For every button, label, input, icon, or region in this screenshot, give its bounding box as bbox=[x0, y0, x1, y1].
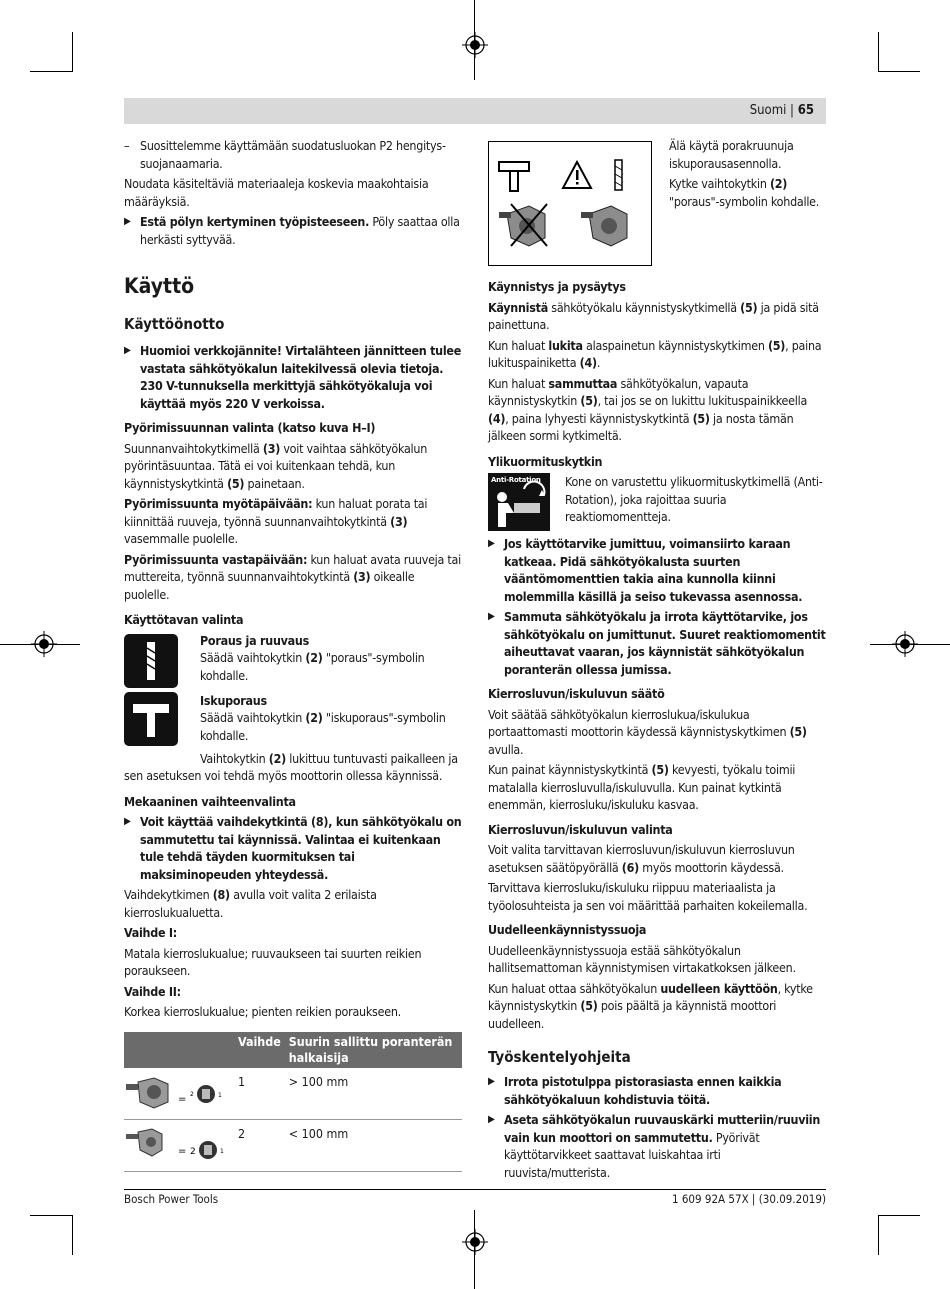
crop-mark bbox=[72, 32, 73, 72]
warning-item: ▶ Huomioi verkkojännite! Virtalähteen jännitteen tulee vastata sähkötyökalun laitekilvessä olevia tietoja. 230 V-tunnuksella merkittyjä sähkötyökaluja voi käyttää myös 220 V verkoissa. bbox=[124, 342, 462, 412]
svg-text:1: 1 bbox=[220, 1148, 224, 1155]
heading: Kierrosluvun/iskuluvun valinta bbox=[488, 821, 673, 837]
paragraph: Kytke vaihtokytkin (2) "poraus"-symbolin kohdalle. bbox=[669, 176, 820, 209]
heading: Pyörimissuunnan valinta (katso kuva H–I) bbox=[124, 420, 376, 435]
paragraph: Pyörimissuunta myötäpäivään: kun haluat porata tai kiinnittää ruuveja, työnnä suunnanvaihtokytkintä (3) vasemmalle puolelle. bbox=[124, 496, 428, 546]
registration-target-icon bbox=[462, 1229, 488, 1255]
crop-mark bbox=[30, 71, 72, 72]
crop-mark bbox=[72, 1215, 73, 1255]
heading: Ylikuormituskytkin bbox=[488, 453, 603, 469]
figure-caption bbox=[669, 137, 829, 213]
section-title: Käyttö bbox=[124, 274, 195, 298]
subsection-title: Käyttöönotto bbox=[124, 315, 225, 333]
warning-item: ▶ Jos käyttötarvike jumittuu, voimansiirto karaan katkeaa. Pidä sähkötyökalusta suurten vääntömomenttien takia aina kunnolla kiinni molemmilla käsillä ja seiso tukevassa asennossa. bbox=[488, 535, 826, 605]
heading: Käynnistys ja pysäytys bbox=[488, 279, 626, 294]
mode-hammer-block bbox=[124, 692, 462, 750]
heading: Uudelleenkäynnistyssuoja bbox=[488, 922, 647, 937]
paragraph: Matala kierroslukualue; ruuvaukseen tai suurten reikien poraukseen. bbox=[124, 945, 422, 978]
diameter-value: < 100 mm bbox=[285, 1120, 462, 1172]
crop-mark bbox=[878, 32, 879, 72]
svg-text:2: 2 bbox=[190, 1147, 196, 1157]
registration-target-icon bbox=[462, 32, 488, 58]
warning-item: ▶ Estä pölyn kertyminen työpisteeseen. Pöly saattaa olla herkästi syttyvää. bbox=[124, 213, 462, 248]
paragraph: Suunnanvaihtokytkimellä (3) voit vaihtaa sähkötyökalun pyörintäsuuntaa. Tätä ei voi kuitenkaan tehdä, kun käynnistyskytkintä (5) painetaan. bbox=[124, 440, 428, 491]
paragraph: Kone on varustettu ylikuormituskytkimellä (Anti-Rotation), joka rajoittaa suuria reaktiomomentteja. bbox=[565, 474, 823, 524]
header-language: Suomi bbox=[749, 103, 787, 118]
paragraph: Kun painat käynnistyskytkintä (5) kevyesti, työkalu toimii matalalla kierrosluvulla/iskuluvulla. Kun painat kytkintä enemmän, kierrosluku/iskuluku kasvaa. bbox=[488, 762, 796, 812]
paragraph: Vaihtokytkin (2) lukittuu tuntuvasti paikalleen ja sen asetuksen voi tehdä myös moottorin ollessa käynnissä. bbox=[124, 750, 458, 783]
hammer-mode-icon bbox=[124, 692, 178, 746]
paragraph: Säädä vaihtokytkin (2) "iskuporaus"-symbolin kohdalle. bbox=[200, 710, 446, 743]
footer-rule bbox=[124, 1189, 826, 1190]
gear-1-illustration-icon bbox=[124, 1072, 234, 1112]
paragraph: Noudata käsiteltäviä materiaaleja koskevia maakohtaisia määräyksiä. bbox=[124, 176, 429, 209]
gear-2-illustration-icon bbox=[124, 1124, 234, 1164]
registration-target-icon bbox=[31, 631, 57, 657]
dash-item: – Suosittelemme käyttämään suodatusluokan P2 hengitys-suojanaamaria. bbox=[124, 137, 462, 172]
footer-doc-id: 1 609 92A 57X | (30.09.2019) bbox=[671, 1192, 826, 1206]
footer-publisher: Bosch Power Tools bbox=[124, 1192, 219, 1206]
paragraph: Kun haluat lukita alaspainetun käynnistyskytkimen (5), paina lukituspainiketta (4). bbox=[488, 337, 822, 370]
crop-mark bbox=[878, 1215, 920, 1216]
no-core-bit-hammer-illustration bbox=[489, 142, 651, 265]
paragraph: Tarvittava kierrosluku/iskuluku riippuu materiaalista ja työolosuhteista ja sen voi määrittää parhaiten kokeilemalla. bbox=[488, 880, 808, 913]
svg-text:1: 1 bbox=[218, 1092, 222, 1099]
subsection-title: Työskentelyohjeita bbox=[488, 1048, 631, 1066]
crop-mark bbox=[30, 1215, 72, 1216]
heading: Käyttötavan valinta bbox=[124, 612, 244, 627]
warning-item: ▶ Voit käyttää vaihdekytkintä (8), kun sähkötyökalu on sammutettu tai käynnissä. Valintaa ei kuitenkaan tule tehdä täyden kuormituksen tai maksiminopeuden yhteydessä. bbox=[124, 813, 462, 883]
heading: Vaihde II: bbox=[124, 983, 181, 999]
gear-value: 1 bbox=[234, 1068, 285, 1120]
table-row bbox=[124, 1120, 462, 1172]
paragraph: Säädä vaihtokytkin (2) "poraus"-symbolin kohdalle. bbox=[200, 650, 425, 683]
warning-item: ▶ Aseta sähkötyökalun ruuvauskärki mutteriin/ruuviin vain kun moottori on sammutettu. Pyörivät käyttötarvikkeet saattavat luiskahtaa irti ruuvista/mutterista. bbox=[488, 1111, 826, 1181]
crop-mark bbox=[878, 71, 920, 72]
page-number: 65 bbox=[797, 103, 814, 118]
svg-text:2: 2 bbox=[190, 1091, 194, 1098]
paragraph: Käynnistä sähkötyökalu käynnistyskytkimellä (5) ja pidä sitä painettuna. bbox=[488, 299, 819, 332]
paragraph: Kun haluat ottaa sähkötyökalun uudelleen käyttöön, kytke käynnistyskytkin (5) pois päältä ja käynnistä moottori uudelleen. bbox=[488, 980, 813, 1031]
heading: Mekaaninen vaihteenvalinta bbox=[124, 793, 296, 809]
drill-mode-icon bbox=[124, 634, 178, 688]
svg-text:=: = bbox=[178, 1146, 187, 1157]
header-bar bbox=[124, 98, 826, 124]
table-header: Suurin sallittu poranterän halkaisija bbox=[285, 1032, 462, 1068]
warning-item: ▶ Sammuta sähkötyökalu ja irrota käyttötarvike, jos sähkötyökalu on jumittunut. Suuret reaktiomomentit aiheuttavat vaaran, jos käynnistät sähkötyökalun poranterän ollessa jumissa. bbox=[488, 608, 826, 678]
paragraph: Pyörimissuunta vastapäivään: kun haluat avata ruuveja tai muttereita, työnnä suunnanvaihtokytkintä (3) oikealle puolelle. bbox=[124, 551, 461, 602]
heading: Kierrosluvun/iskuluvun säätö bbox=[488, 686, 665, 701]
mode-drill-block bbox=[124, 632, 462, 692]
table-row bbox=[124, 1068, 462, 1120]
paragraph: Voit säätää sähkötyökalun kierroslukua/iskulukua portaattomasti moottorin käydessä käynnistyskytkimen (5) avulla. bbox=[488, 706, 807, 757]
crop-mark bbox=[878, 1215, 879, 1255]
anti-rotation-label: Anti-Rotation bbox=[491, 476, 541, 484]
paragraph: Vaihdekytkimen (8) avulla voit valita 2 erilaista kierroslukualuetta. bbox=[124, 887, 377, 920]
paragraph: Älä käytä porakruunuja iskuporausasennolla. bbox=[669, 138, 794, 171]
anti-rotation-icon bbox=[488, 473, 550, 531]
warning-item: ▶ Irrota pistotulppa pistorasiasta ennen kaikkia sähkötyökaluun kohdistuvia töitä. bbox=[488, 1073, 826, 1108]
anti-rotation-block bbox=[488, 473, 826, 531]
mode-title: Poraus ja ruuvaus bbox=[200, 632, 310, 648]
mode-title: Iskuporaus bbox=[200, 692, 267, 708]
page-header: Suomi | 65 bbox=[749, 103, 814, 118]
paragraph: Uudelleenkäynnistyssuoja estää sähkötyökalun hallitsemattoman käynnistymisen virtakatkoksen jälkeen. bbox=[488, 942, 796, 975]
paragraph: Korkea kierroslukualue; pienten reikien poraukseen. bbox=[124, 1004, 401, 1019]
paragraph: Voit valita tarvittavan kierrosluvun/iskuluvun kierrosluvun asetuksen säätöpyörällä (6) myös moottorin käydessä. bbox=[488, 842, 795, 875]
table-header: Vaihde bbox=[234, 1032, 285, 1068]
gear-table bbox=[124, 1032, 462, 1172]
paragraph: Kun haluat sammuttaa sähkötyökalun, vapauta käynnistyskytkin (5), tai jos se on lukittu lukituspainikkeella (4), paina lyhyesti käynnistyskytkintä (5) ja nosta tämän jälkeen sormi kytkimeltä. bbox=[488, 375, 808, 443]
figure-box bbox=[488, 141, 652, 266]
diameter-value: > 100 mm bbox=[285, 1068, 462, 1120]
registration-target-icon bbox=[892, 631, 918, 657]
heading: Vaihde I: bbox=[124, 925, 177, 940]
svg-text:=: = bbox=[178, 1094, 187, 1105]
gear-value: 2 bbox=[234, 1120, 285, 1172]
left-column bbox=[124, 137, 462, 1024]
right-column bbox=[488, 278, 826, 1184]
